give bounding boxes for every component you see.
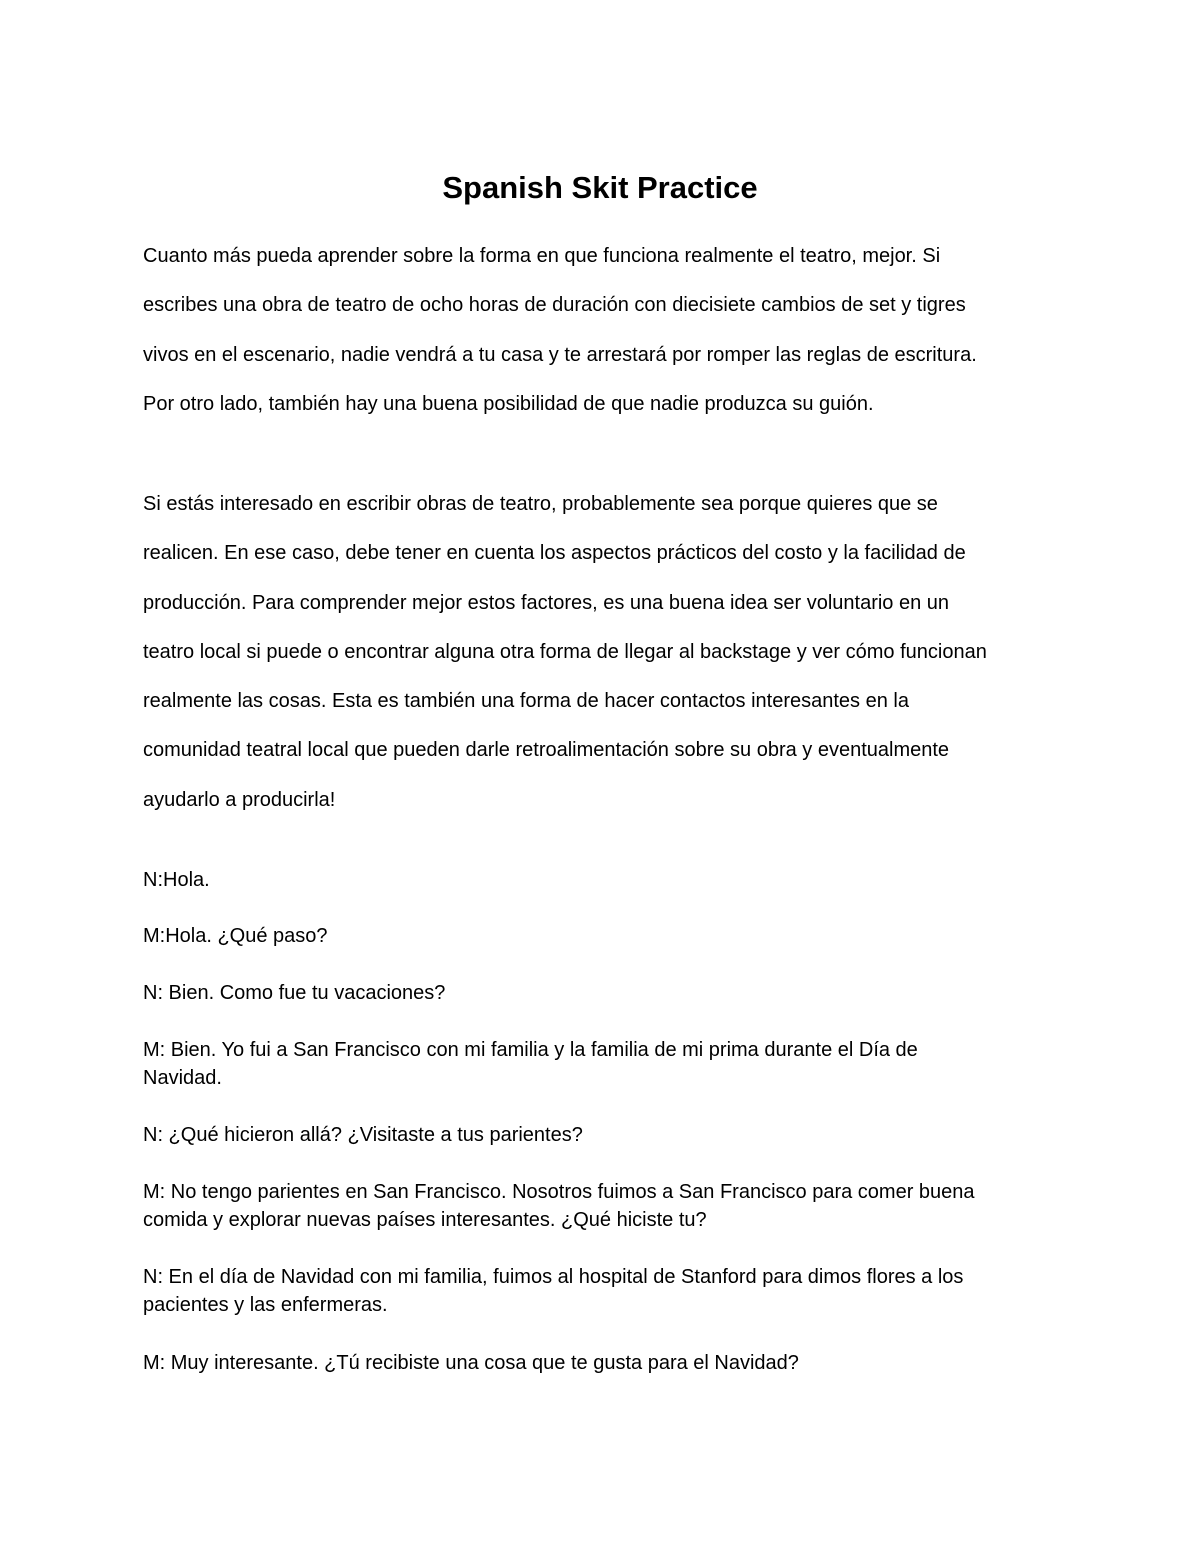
paragraph-line: realicen. En ese caso, debe tener en cuenta los aspectos prácticos del costo y la facilidad de — [143, 542, 966, 565]
dialogue-text: Navidad. — [143, 1067, 222, 1089]
paragraph-line: Por otro lado, también hay una buena posibilidad de que nadie produzca su guión. — [143, 392, 874, 415]
dialogue-line-7 — [143, 1263, 1063, 1319]
dialogue-line-8 — [143, 1349, 1063, 1377]
dialogue-text: M: No tengo parientes en San Francisco. Nosotros fuimos a San Francisco para comer buena — [143, 1181, 975, 1203]
dialogue-text: N:Hola. — [143, 869, 210, 891]
paragraph-line: comunidad teatral local que pueden darle retroalimentación sobre su obra y eventualmente — [143, 739, 950, 762]
dialogue-text: N: En el día de Navidad con mi familia, fuimos al hospital de Stanford para dimos flores a los — [143, 1266, 964, 1288]
dialogue-text: comida y explorar nuevas países interesantes. ¿Qué hiciste tu? — [143, 1209, 707, 1231]
dialogue-text: N: Bien. Como fue tu vacaciones? — [143, 982, 446, 1004]
paragraph-line: Cuanto más pueda aprender sobre la forma en que funciona realmente el teatro, mejor. Si — [143, 245, 941, 267]
paragraph-2 — [143, 491, 1063, 813]
paragraph-line: realmente las cosas. Esta es también una forma de hacer contactos interesantes en la — [143, 690, 909, 713]
dialogue-text: M: Bien. Yo fui a San Francisco con mi familia y la familia de mi prima durante el Día de — [143, 1039, 918, 1061]
dialogue-line-6 — [143, 1178, 1063, 1234]
paragraph-line: ayudarlo a producirla! — [143, 788, 336, 811]
dialogue-text: N: ¿Qué hicieron allá? ¿Visitaste a tus parientes? — [143, 1124, 583, 1146]
dialogue-text: M: Muy interesante. ¿Tú recibiste una cosa que te gusta para el Navidad? — [143, 1352, 799, 1374]
dialogue-line-3 — [143, 979, 1063, 1007]
dialogue-line-1 — [143, 866, 1063, 894]
dialogue-line-5 — [143, 1121, 1063, 1149]
paragraph-line: vivos en el escenario, nadie vendrá a tu casa y te arrestará por romper las reglas de escritura. — [143, 343, 977, 366]
dialogue-text: pacientes y las enfermeras. — [143, 1294, 388, 1316]
document-title: Spanish Skit Practice — [442, 170, 758, 205]
paragraph-1 — [143, 243, 1063, 417]
paragraph-line: escribes una obra de teatro de ocho horas de duración con diecisiete cambios de set y tigres — [143, 294, 966, 317]
dialogue-line-2 — [143, 922, 1063, 950]
dialogue-text: M:Hola. ¿Qué paso? — [143, 925, 328, 947]
dialogue-line-4 — [143, 1036, 1063, 1092]
paragraph-line: Si estás interesado en escribir obras de teatro, probablemente sea porque quieres que se — [143, 493, 938, 515]
paragraph-line: teatro local si puede o encontrar alguna otra forma de llegar al backstage y ver cómo funcionan — [143, 640, 987, 663]
paragraph-line: producción. Para comprender mejor estos factores, es una buena idea ser voluntario en un — [143, 591, 950, 614]
